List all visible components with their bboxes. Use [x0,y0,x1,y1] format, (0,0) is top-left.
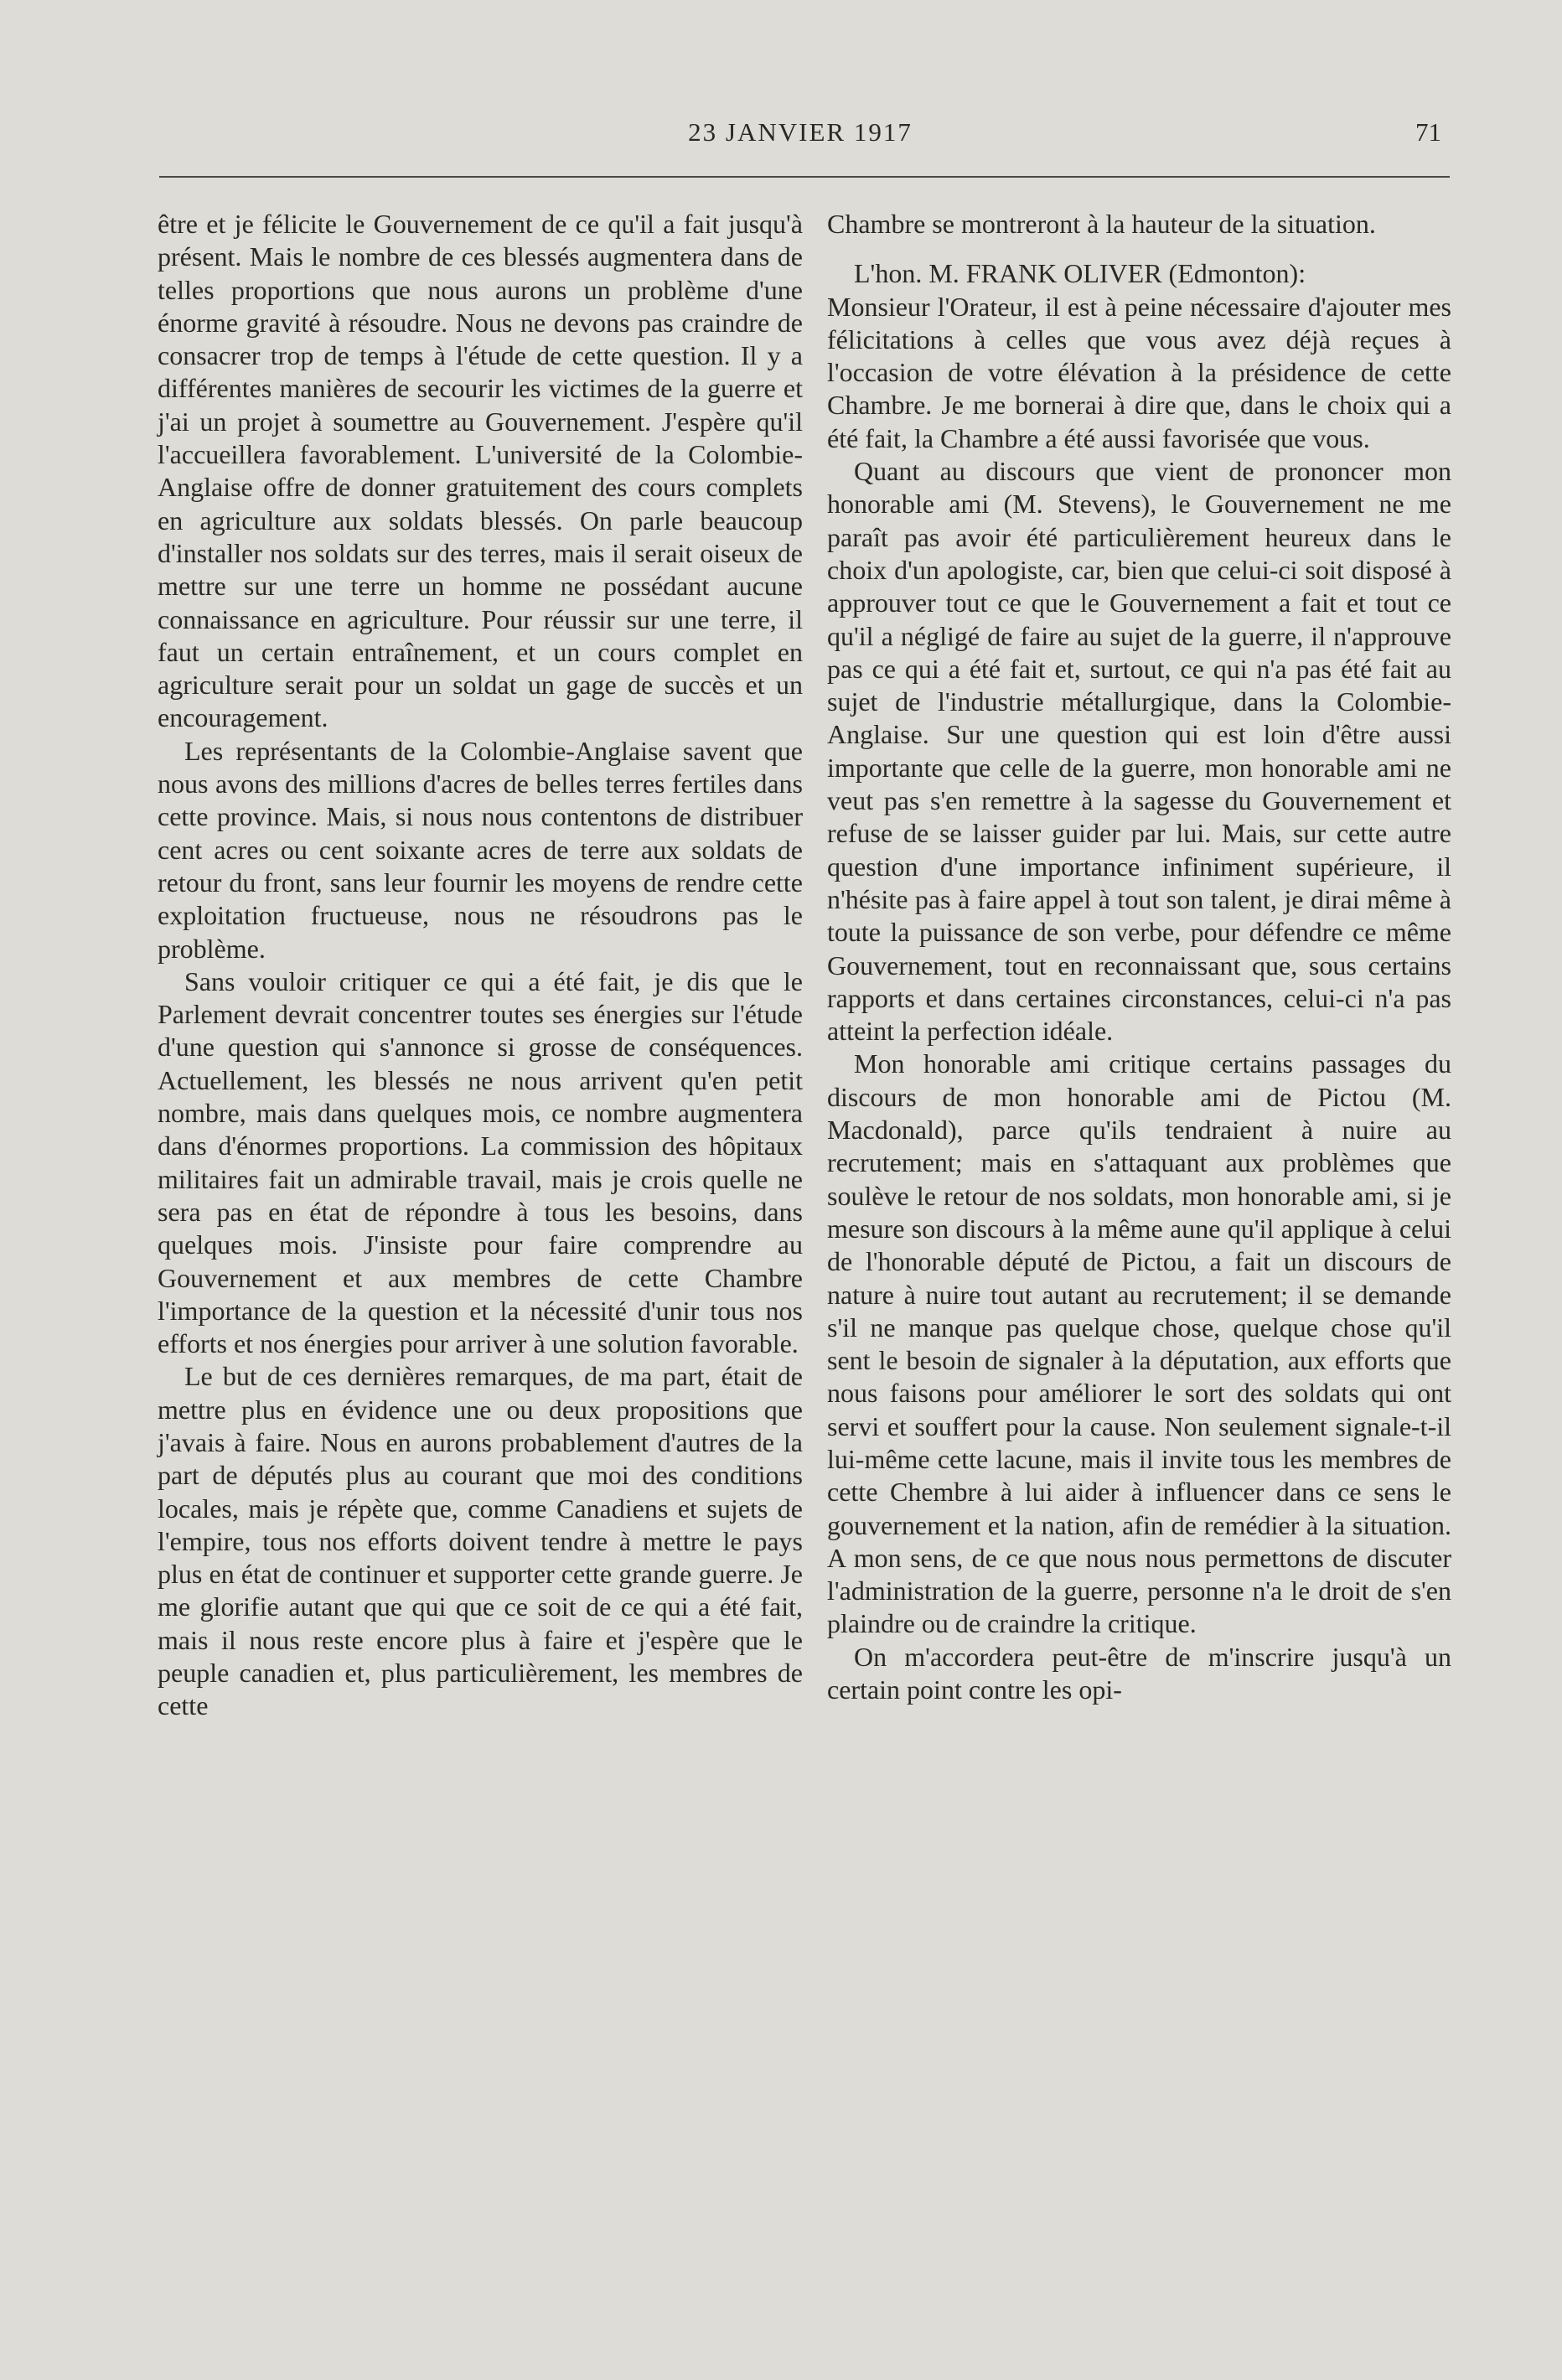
speaker-heading: L'hon. M. FRANK OLIVER (Edmonton): [854,258,1306,289]
right-paragraph-3: Mon honorable ami critique certains passages du discours de mon honorable ami de Pictou (M. Macdonald), parce qu'ils tendraient à nuire au recrutement; mais en s'attaquant aux problèmes que soulève le retour de nos soldats, mon honorable ami, si je mesure son discours à la même aune qu'il applique à celui de l'honorable député de Pictou, a fait un discours de nature à nuire tout autant au recrutement; il se demande s'il ne manque pas quelque chose, quelque chose qu'il sent le besoin de signaler à la députation, aux efforts que nous faisons pour améliorer le sort des soldats qui ont servi et souffert pour la cause. Non seulement signale-t-il lui-même cette lacune, mais il invite tous les membres de cette Chembre à lui aider à influencer dans ce sens le gouvernement et la nation, afin de remédier à la situation. A mon sens, de ce que nous nous permettons de discuter l'administration de la guerre, personne n'a le droit de s'en plaindre ou de craindre la critique. [827,1048,1451,1639]
left-column [158,208,803,1723]
header-date: 23 JANVIER 1917 [688,117,913,147]
left-paragraph-4: Le but de ces dernières remarques, de ma part, était de mettre plus en évidence une ou deux propositions que j'avais à faire. Nous en aurons probablement d'autres de la part de députés plus au courant que moi des conditions locales, mais je répète que, comme Canadiens et sujets de l'empire, tous nos efforts doivent tendre à mettre le pays plus en état de continuer et supporter cette grande guerre. Je me glorifie autant que qui que ce soit de ce qui a été fait, mais il nous reste encore plus à faire et j'espère que le peuple canadien et, plus particulièrement, les membres de cette [158,1361,803,1721]
left-paragraph-2: Les représentants de la Colombie-Anglaise savent que nous avons des millions d'acres de belles terres fertiles dans cette province. Mais, si nous nous contentons de distribuer cent acres ou cent soixante acres de terre aux soldats de retour du front, sans leur fournir les moyens de rendre cette exploitation fructueuse, nous ne résoudrons pas le problème. [158,735,803,964]
right-column [827,208,1451,1706]
left-paragraph-3: Sans vouloir critiquer ce qui a été fait, je dis que le Parlement devrait concentrer toutes ses énergies sur l'étude d'une question qui s'annonce si grosse de conséquences. Actuellement, les blessés ne nous arrivent qu'en petit nombre, mais dans quelques mois, ce nombre augmentera dans d'énormes proportions. La commission des hôpitaux militaires fait un admirable travail, mais je crois quelle ne sera pas en état de répondre à tous les besoins, dans quelques mois. J'insiste pour faire comprendre au Gouvernement et aux membres de cette Chambre l'importance de la question et la nécessité d'unir tous nos efforts et nos énergies pour arriver à une solution favorable. [158,965,803,1359]
header-rule [159,176,1450,178]
right-paragraph-2: Quant au discours que vient de prononcer mon honorable ami (M. Stevens), le Gouvernement ne me paraît pas avoir été particulièrement heureux dans le choix d'un apologiste, car, bien que celui-ci soit disposé à approuver tout ce que le Gouvernement a fait et tout ce qu'il a négligé de faire au sujet de la guerre, il n'approuve pas ce qui a été fait et, surtout, ce qui n'a pas été fait au sujet de l'industrie métallurgique, dans la Colombie-Anglaise. Sur une question qui est loin d'être aussi importante que celle de la guerre, mon honorable ami ne veut pas s'en remettre à la sagesse du Gouvernement et refuse de se laisser guider par lui. Mais, sur cette autre question d'une importance infiniment supérieure, il n'hésite pas à faire appel à tout son talent, je dirai même à toute la puissance de son verbe, pour défendre ce même Gouvernement, tout en reconnaissant que, sous certains rapports et dans certaines circonstances, celui-ci n'a pas atteint la perfection idéale. [827,456,1451,1047]
left-paragraph-1: être et je félicite le Gouvernement de ce qu'il a fait jusqu'à présent. Mais le nombre de ces blessés augmentera dans de telles proportions que nous aurons un problème d'une énorme gravité à résoudre. Nous ne devons pas craindre de consacrer trop de temps à l'étude de cette question. Il y a différentes manières de secourir les victimes de la guerre et j'ai un projet à soumettre au Gouvernement. J'espère qu'il l'accueillera favorablement. L'université de la Colombie-Anglaise offre de donner gratuitement des cours complets en agriculture aux soldats blessés. On parle beaucoup d'installer nos soldats sur des terres, mais il serait oiseux de mettre sur une terre un homme ne possédant aucune connaissance en agriculture. Pour réussir sur une terre, il faut un certain entraînement, et un cours complet en agriculture serait pour un soldat un gage de succès et un encouragement. [158,209,803,733]
right-paragraph-4: On m'accordera peut-être de m'inscrire jusqu'à un certain point contre les opi- [827,1641,1451,1705]
right-paragraph-1: Monsieur l'Orateur, il est à peine nécessaire d'ajouter mes félicitations à celles que vous avez déjà reçues à l'occasion de votre élévation à la présidence de cette Chambre. Je me bornerai à dire que, dans le choix qui a été fait, la Chambre a été aussi favorisée que vous. [827,291,1451,453]
right-continuation: Chambre se montreront à la hauteur de la situation. [827,209,1376,239]
page-header [159,117,1441,159]
page-number: 71 [1415,117,1441,147]
